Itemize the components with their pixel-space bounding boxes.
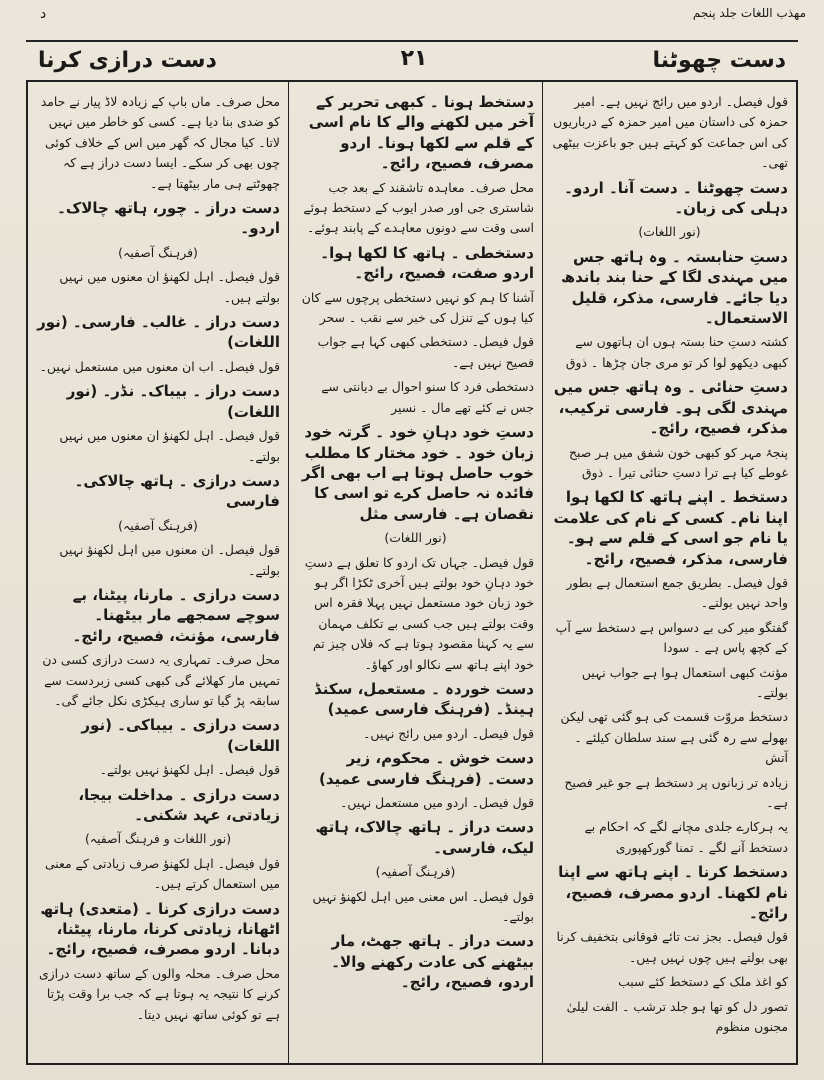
entry: محل صرف۔ تمہاری یہ دست درازی کسی دن تمہیں مار کھلائے گی کبھی کسی زبردست سے سابقہ پڑ گیا تو ساری ہیکڑی نکل جائے گی۔ (42, 652, 280, 708)
entry: محل صرف۔ معاہدہ تاشقند کے بعد جب شاستری جی اور صدر ایوب کے دستخط ہوئے اسی وقت سے دونوں معاہدے کے پابند ہوئے۔ (303, 179, 534, 236)
columns-frame (26, 80, 798, 1065)
page-number: ۲۱ (400, 46, 428, 71)
entry: قول فیصل۔ اہل لکھنؤ ان معنوں میں نہیں بولتے ہیں۔ (59, 269, 280, 305)
entry-headword: دست درازی ۔ مارنا، پیٹنا، بے سوچے سمجھے مار بیٹھنا۔ فارسی، مؤنث، فصیح، رائج۔ (72, 585, 280, 645)
series-title: مهذب اللغات جلد پنجم (692, 6, 806, 20)
verse: گفتگو میر کی بے دسواس ہے دستخط سے آپ کے کچھ پاس ہے ۔ سودا (555, 619, 788, 656)
entry: قول فیصل۔ دستخطی کبھی کہا ہے جواب فصیح نہیں ہے۔ (317, 334, 534, 370)
entry-headword: دست درازی ۔ ہاتھ چالاکی۔ فارسی (74, 471, 280, 511)
verse: تصور دل کو تھا ہو جلد ترشب ۔ الفت لیلیٰ مجنوں منظوم (566, 998, 788, 1035)
entry-headword: دست دراز ۔ ہاتھ جھٹ، مار بیٹھنے کی عادت رکھنے والا۔ اردو، فصیح، رائج۔ (331, 932, 534, 992)
entry-headword: دست دراز ۔ چور، ہاتھ چالاک۔ اردو۔ (57, 199, 280, 238)
source-citation: (فرہنگ آصفیہ) (118, 244, 198, 260)
entry: قول فیصل۔ اہل لکھنؤ ان معنوں میں نہیں بولتے۔ (59, 428, 280, 464)
entry: مؤنث کبھی استعمال ہوا ہے جواب نہیں بولتے۔ (581, 664, 788, 700)
entry-headword: دست خوردہ ۔ مستعمل، سکنڈ ہینڈ۔ (فرہنگ فارسی عمید) (314, 679, 534, 719)
entry-headword: دستِ خود دہانِ خود ۔ گرتہ خود زبان خود ۔ خود مختار کا مطلب خوب حاصل ہوتا ہے اب بھی اگر فائدہ نہ حاصل کرے تو اسی کا نقصان ہے۔ فارسی مثل (301, 423, 534, 523)
entry: محل صرف۔ ماں باپ کے زیادہ لاڈ پیار نے حامد کو ضدی بنا دیا ہے۔ کسی کو خاطر میں نہیں لاتا۔ کیا مجال کہ گھر میں اس کے خلاف کوئی چوں بھی کر سکے۔ ایسا دست دراز ہے کہ چھوٹتے ہی مار بیٹھتا ہے۔ (40, 94, 280, 191)
source-citation: (فرہنگ آصفیہ) (118, 517, 198, 533)
running-head (0, 6, 824, 26)
entry: قول فیصل۔ اردو میں رائج نہیں ہے۔ امیر حمزہ کی داستان میں امیر حمزہ کے درباریوں کی اس جماعت کو کہتے ہیں جو باعزت بیٹھی تھی۔ (552, 94, 788, 171)
entry-headword: دستخط ۔ اپنے ہاتھ کا لکھا ہوا اپنا نام۔ کسی کے نام کی علامت یا نام جو اسی کے قلم سے ہو۔ فارسی، مذکر، فصیح، رائج۔ (553, 488, 788, 568)
entry-headword: دست دراز ۔ غالب۔ فارسی۔ (نور اللغات) (37, 313, 280, 352)
source-citation: (نور اللغات و فرہنگ آصفیہ) (84, 831, 232, 847)
right-catchword: دست چھوٹنا (652, 48, 786, 73)
entry-headword: دستِ حنابستہ ۔ وہ ہاتھ جس میں مہندی لگا کے حنا بند باندھ دیا جائے۔ فارسی، مذکر، قلیل الاستعمال۔ (561, 247, 788, 328)
verse: کشتہ دستِ حنا بستہ ہوں ان ہاتھوں سے کبھی دیکھو لوا کر تو مری جان چڑھا ۔ ذوق (565, 334, 788, 370)
entry: قول فیصل۔ ان معنوں میں اہل لکھنؤ نہیں بولتے۔ (59, 542, 280, 578)
source-citation: (نور اللغات) (384, 530, 447, 546)
verse: پنجۂ مہر کو کبھی خون شفق میں ہر صبح غوطے کیا ہے ترا دستِ حنائی تیرا ۔ ذوق (569, 444, 788, 480)
entry: قول فیصل۔ بطریق جمع استعمال ہے بطور واحد نہیں بولتے۔ (566, 574, 788, 611)
entry-headword: دست درازی ۔ بیباکی۔ (نور اللغات) (81, 716, 280, 755)
source-citation: (نور اللغات) (638, 224, 701, 240)
verse: دستخطی فرد کا سنو احوال بے دیانتی سے جس نے کئے تھے مال ۔ نسیر (321, 379, 534, 415)
entry-headword: دست دراز ۔ بیباک۔ نڈر۔ (نور اللغات) (66, 382, 280, 421)
entry: قول فیصل۔ اس معنی میں اہل لکھنؤ نہیں بولتے۔ (312, 888, 534, 925)
entry-headword: دستخط کرنا ۔ اپنے ہاتھ سے اپنا نام لکھنا۔ اردو مصرف، فصیح، رائج۔ (558, 863, 788, 923)
corner-letter: د (40, 6, 47, 22)
entry-headword: دست خوش ۔ محکوم، زیر دست۔ (فرہنگ فارسی عمید) (318, 749, 534, 788)
entry-headword: دست دراز ۔ ہاتھ چالاک، ہاتھ لیک، فارسی۔ (315, 818, 534, 857)
verse: دستخط مروّت قسمت کی ہو گئی تھی لیکن بھولے سے رہ گئی ہے سند سلطان کیلئے ۔ آتش (560, 709, 788, 766)
page-header (26, 40, 798, 82)
entry: قول فیصل۔ اہل لکھنؤ صرف زیادتی کے معنی میں استعمال کرتے ہیں۔ (44, 855, 280, 892)
entry-headword: دست درازی ۔ مداخلت بیجا، زیادتی، عہد شکنی۔ (78, 785, 280, 824)
entry: محل صرف۔ محلہ والوں کے ساتھ دست درازی کرنے کا نتیجہ یہ ہوتا ہے کہ جب برا وقت پڑتا ہے تو کوئی ساتھ نہیں دیتا۔ (38, 965, 280, 1022)
entry: قول فیصل۔ اردو میں رائج نہیں۔ (363, 725, 534, 741)
entry-headword: دستخطی ۔ ہاتھ کا لکھا ہوا۔ اردو صفت، فصیح، رائج۔ (320, 243, 534, 283)
entry: قول فیصل۔ اردو میں مستعمل نہیں۔ (340, 795, 534, 810)
verse: یہ ہرکارے جلدی مچانے لگے کہ احکام بے دستخط آنے لگے ۔ تمنا گورکھپوری (584, 819, 788, 855)
source-citation: (فرہنگ آصفیہ) (375, 864, 456, 880)
entry: زیادہ تر زبانوں پر دستخط ہے جو غیر فصیح ہے۔ (564, 774, 788, 810)
entry: قول فیصل۔ اب ان معنوں میں مستعمل نہیں۔ (39, 358, 280, 374)
entry-headword: دست درازی کرنا ۔ (متعدی) ہاتھ اٹھانا، زیادتی کرنا، مارنا، پیٹنا، دبانا۔ اردو مصرف، فصیح، رائج۔ (40, 899, 280, 959)
entry: قول فیصل۔ اہل لکھنؤ نہیں بولتے۔ (99, 762, 280, 778)
entry-headword: دستِ حنائی ۔ وہ ہاتھ جس میں مہندی لگی ہو۔ فارسی ترکیب، مذکر، فصیح، رائج۔ (553, 378, 788, 438)
verse: آشنا کا ہم کو نہیں دستخطی پرچوں سے کان کیا ہوں کے تنزل کی خبر سے نقب ۔ سحر (301, 289, 534, 326)
entry: قول فیصل۔ جہاں تک اردو کا تعلق ہے دستِ خود دہانِ خود بولتے ہیں آخری ٹکڑا اگر ہو خود زبان خود مستعمل نہیں پہلا فقرہ اس وقت بولتے ہیں جب کسی بے تکلف مہمان سے یہ کہنا مقصود ہوتا ہے کہ فلاں چیز تم خود اپنے ہاتھ سے نکالو اور کھاؤ۔ (304, 554, 534, 672)
entry-headword: دستخط ہونا ۔ کبھی تحریر کے آخر میں لکھنے والے کا نام اسی کے قلم سے لکھا ہونا۔ اردو مصرف، فصیح، رائج۔ (308, 93, 534, 173)
entry: قول فیصل۔ بجز نت تائے فوقانی بتخفیف کرنا بھی بولتے ہیں چوں نہیں ہیں۔ (556, 929, 788, 965)
left-catchword: دست درازی کرنا (38, 48, 217, 73)
column-middle (288, 82, 542, 1063)
entry-headword: دست چھوٹنا ۔ دست آنا۔ اردو۔ دہلی کی زبان۔ (564, 178, 788, 218)
verse: کو اغذ ملک کے دستخط کئے سبب (618, 974, 788, 990)
column-right (542, 82, 796, 1063)
column-left (28, 82, 288, 1063)
